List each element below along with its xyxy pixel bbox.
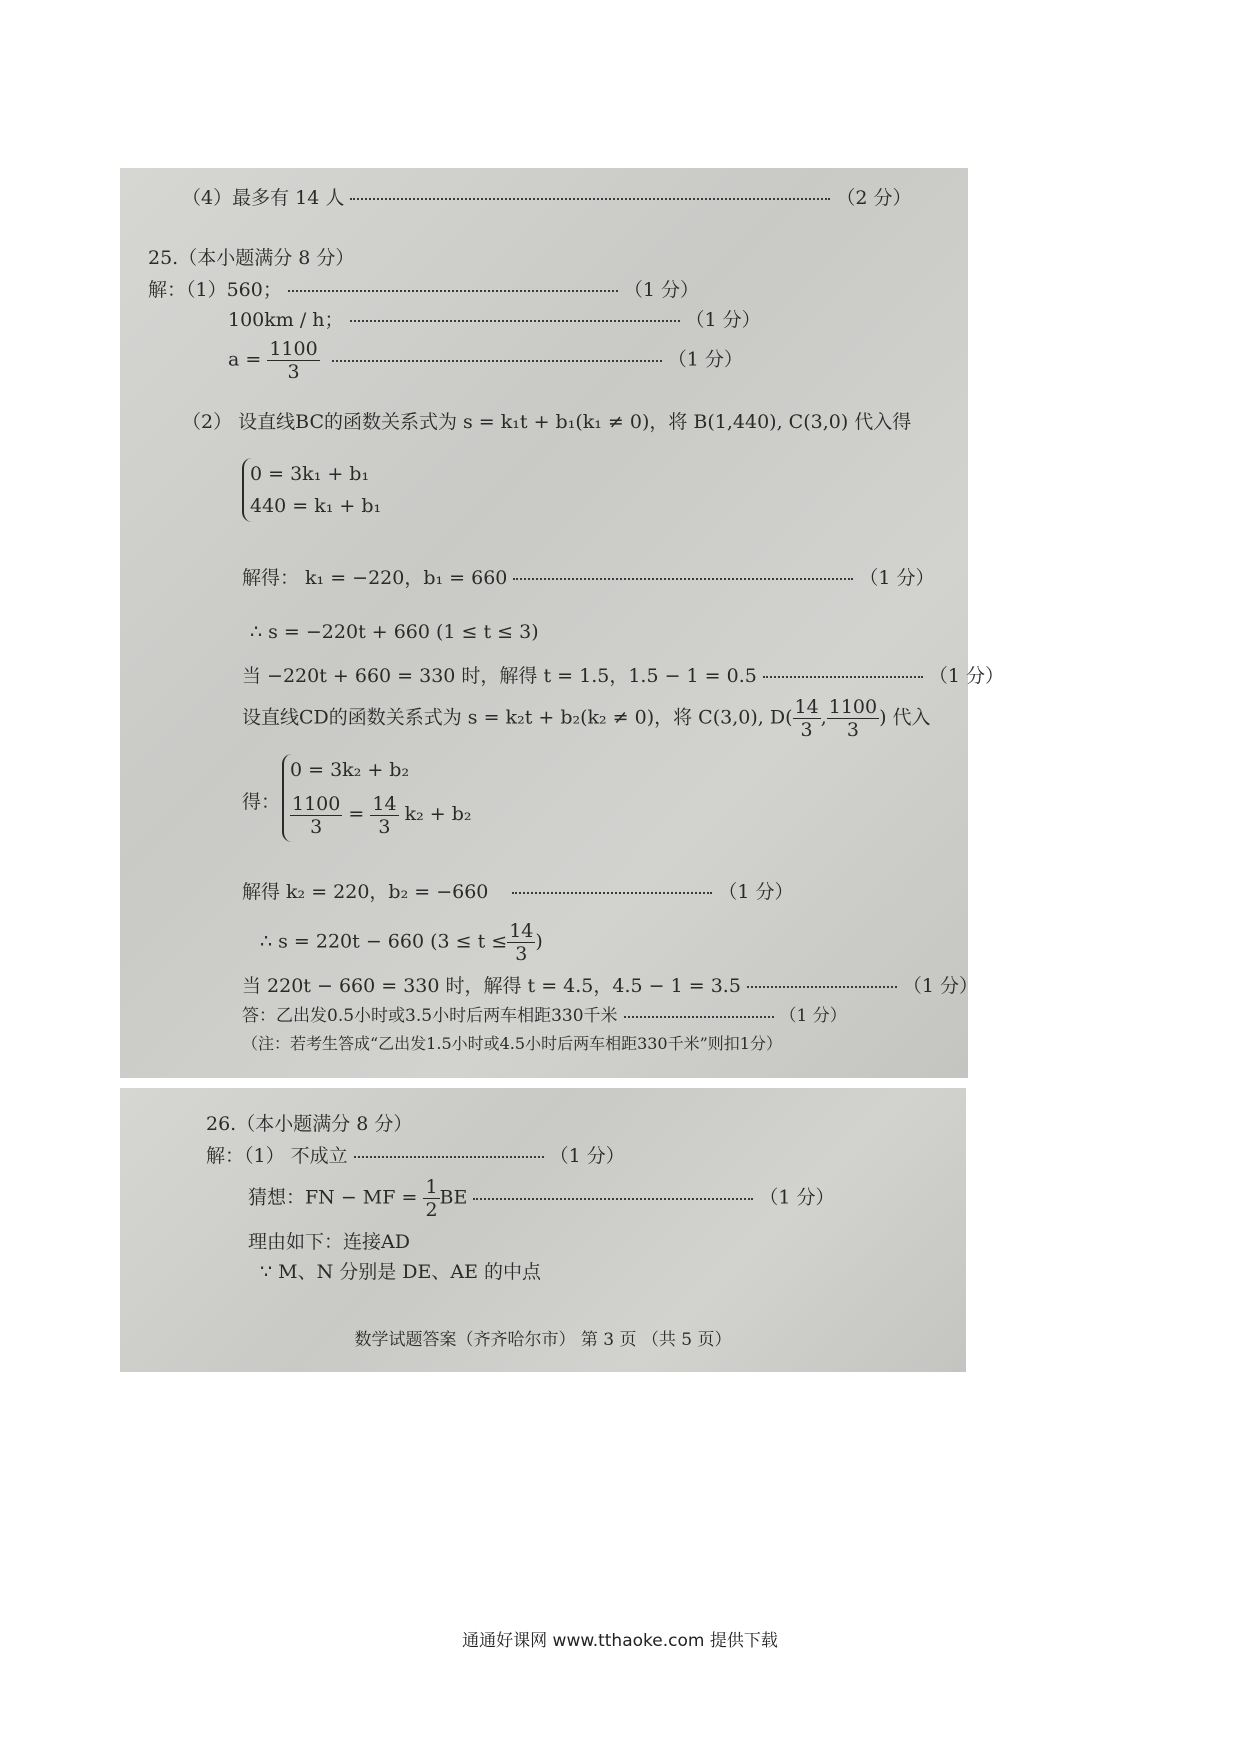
q25-cd-frac2: $\frac{1100}{3}$ [828, 696, 878, 741]
q25-s1b: 100km / h； [228, 309, 344, 331]
q25-sol2: 解得 k₂ = 220，b₂ = −660 [242, 881, 489, 903]
answer-photo-bottom [120, 1088, 966, 1372]
q26-guess: 猜想：FN − MF = [248, 1186, 418, 1209]
q25-score: （1 分） [685, 309, 761, 331]
q25-answer-line [242, 1004, 847, 1028]
q25-s1b-line [228, 308, 761, 332]
part4-score: （2 分） [836, 187, 912, 209]
q25-score: （1 分） [623, 279, 699, 301]
q25-cd-intro: 设直线CD的函数关系式为 s = k₂t + b₂(k₂ ≠ 0)，将 C(3,0), D( $\frac{14}{3}$ , $\frac{1100}{3}$ ) 代入 [242, 696, 931, 741]
q26-guess-fraction: $\frac{1}{2}$ [425, 1176, 438, 1221]
q25-s1c-lhs: a = [228, 348, 262, 371]
q25-when1-line [242, 664, 1004, 688]
q26-header: 26.（本小题满分 8 分） [206, 1113, 413, 1135]
part4-text: （4）最多有 14 人 [182, 187, 345, 209]
q25-system1: 0 = 3k₁ + b₁ 440 = k₁ + b₁ [242, 458, 381, 522]
q25-res2: ∴ s = 220t − 660 (3 ≤ t ≤ $\frac{14}{3}$ ) [260, 920, 543, 965]
q25-score: （1 分） [902, 975, 979, 997]
q25-score: （1 分） [718, 881, 794, 903]
q25-score: （1 分） [779, 1006, 847, 1026]
q25-sol1: 解得： k₁ = −220，b₁ = 660 [242, 567, 508, 589]
watermark-footer: 通通好课网 www.tthaoke.com 提供下载 [462, 1631, 778, 1651]
q25-sol1-line [242, 566, 935, 590]
q25-de-label: 得： [242, 791, 281, 813]
answer-photo-top [120, 168, 1004, 1078]
q25-s1-prefix: 解：（1） [148, 279, 227, 301]
part4-line [182, 186, 912, 210]
q26-reason: 理由如下：连接AD [248, 1231, 410, 1253]
q26-score: （1 分） [549, 1145, 625, 1167]
q26-because: ∵ M、N 分别是 DE、AE 的中点 [260, 1261, 542, 1283]
q25-s1c-fraction: $\frac{1100}{3}$ [269, 338, 318, 383]
q25-score: （1 分） [859, 567, 935, 589]
page-footer: 数学试题答案（齐齐哈尔市） 第 3 页 （共 5 页） [354, 1330, 732, 1350]
q25-score: （1 分） [667, 348, 743, 371]
q25-when2: 当 220t − 660 = 330 时，解得 t = 4.5，4.5 − 1 = 3.5 [242, 975, 741, 997]
q25-header: 25.（本小题满分 8 分） [148, 247, 355, 269]
q26-guess-line: 猜想：FN − MF = $\frac{1}{2}$ BE （1 分） [248, 1176, 835, 1221]
q25-note: （注：若考生答成“乙出发1.5小时或4.5小时后两车相距330千米”则扣1分） [242, 1034, 782, 1053]
q26-s1a: 不成立 [290, 1145, 348, 1167]
q26-score: （1 分） [759, 1186, 835, 1209]
q25-res1: ∴ s = −220t + 660 (1 ≤ t ≤ 3) [250, 621, 539, 643]
q25-sol2-line [242, 880, 794, 904]
q25-when2-line [242, 974, 978, 998]
q25-answer: 答：乙出发0.5小时或3.5小时后两车相距330千米 [242, 1006, 618, 1026]
q25-s2-intro: （2） 设直线BC的函数关系式为 s = k₁t + b₁(k₁ ≠ 0)，将 B(1,440), C(3,0) 代入得 [182, 411, 912, 433]
q25-s1a: 560； [226, 279, 282, 301]
q25-system2: 0 = 3k₂ + b₂ $\frac{1100}{3}$ = $\frac{14}{3}$ k₂ + b₂ [282, 754, 472, 842]
q25-s1a-line [148, 278, 699, 302]
q25-cd-frac1: $\frac{14}{3}$ [794, 696, 819, 741]
q25-s1c-line [228, 338, 743, 383]
q25-when1: 当 −220t + 660 = 330 时，解得 t = 1.5，1.5 − 1 = 0.5 [242, 665, 757, 687]
q26-s1-line [206, 1144, 625, 1168]
q26-s1-prefix: 解：（1） [206, 1145, 285, 1167]
q25-score: （1 分） [928, 665, 1004, 687]
